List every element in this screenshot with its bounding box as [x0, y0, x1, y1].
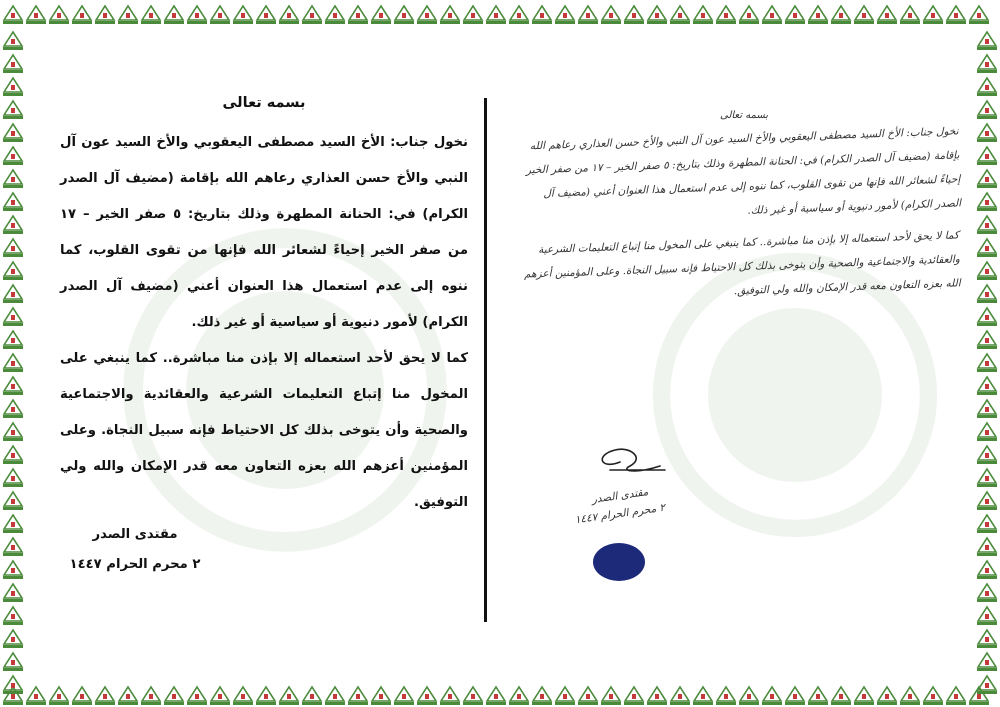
border-motif	[923, 6, 943, 24]
border-motif	[141, 687, 161, 705]
signature	[590, 440, 670, 480]
border-motif	[72, 687, 92, 705]
border-motif	[256, 6, 276, 24]
border-motif	[647, 687, 667, 705]
border-motif	[977, 354, 997, 372]
border-motif	[831, 6, 851, 24]
border-motif	[977, 446, 997, 464]
border-motif	[854, 6, 874, 24]
border-motif	[187, 687, 207, 705]
border-motif	[279, 687, 299, 705]
border-motif	[394, 6, 414, 24]
border-motif	[394, 687, 414, 705]
border-motif	[141, 6, 161, 24]
border-motif	[187, 6, 207, 24]
border-motif	[900, 6, 920, 24]
border-motif	[693, 6, 713, 24]
border-motif	[26, 6, 46, 24]
border-motif	[977, 630, 997, 648]
border-motif	[26, 687, 46, 705]
border-motif	[693, 687, 713, 705]
border-motif	[739, 687, 759, 705]
border-motif	[49, 687, 69, 705]
border-motif	[348, 687, 368, 705]
border-motif	[3, 469, 23, 487]
border-motif	[509, 6, 529, 24]
border-motif	[463, 6, 483, 24]
typed-signoff	[60, 520, 210, 580]
border-motif	[578, 6, 598, 24]
border-motif	[3, 331, 23, 349]
typed-signoff-name: مقتدى الصدر	[92, 527, 178, 542]
border-motif	[417, 687, 437, 705]
border-motif	[3, 630, 23, 648]
border-motif	[3, 32, 23, 50]
border-motif	[977, 262, 997, 280]
typed-paragraph-instructions: كما لا يحق لأحد استعماله إلا بإذن منا مباشرة.. كما ينبغي على المخول منا إتباع التعليمات الشرعية والعقائدية والاجتماعية والصحية وأن يتوخى بذلك كل الاحتياط فإنه سبيل النجاة. وعلى المؤمنين أعزهم الله بعزه التعاون معه قدر الإمكان والله ولي التوفيق.	[60, 351, 468, 510]
border-motif	[601, 6, 621, 24]
border-motif	[785, 687, 805, 705]
border-motif	[95, 687, 115, 705]
border-motif	[3, 354, 23, 372]
border-motif	[739, 6, 759, 24]
border-motif	[3, 285, 23, 303]
border-motif	[977, 101, 997, 119]
border-motif	[977, 285, 997, 303]
border-motif	[555, 687, 575, 705]
border-motif	[977, 469, 997, 487]
border-motif	[977, 308, 997, 326]
border-motif	[716, 687, 736, 705]
border-motif	[348, 6, 368, 24]
border-left	[0, 0, 26, 707]
border-motif	[3, 515, 23, 533]
border-motif	[647, 6, 667, 24]
border-motif	[3, 676, 23, 694]
border-motif	[3, 400, 23, 418]
handwritten-signoff-name: مقتدى الصدر	[590, 486, 650, 506]
border-motif	[785, 6, 805, 24]
handwritten-heading: بسمه تعالى	[720, 110, 769, 121]
border-motif	[977, 377, 997, 395]
border-motif	[233, 687, 253, 705]
border-bottom	[0, 681, 1000, 707]
border-motif	[3, 193, 23, 211]
border-motif	[977, 170, 997, 188]
border-motif	[977, 147, 997, 165]
border-motif	[3, 55, 23, 73]
border-motif	[977, 423, 997, 441]
border-motif	[3, 607, 23, 625]
typed-letter	[60, 95, 468, 521]
border-motif	[440, 687, 460, 705]
border-motif	[3, 239, 23, 257]
border-motif	[486, 687, 506, 705]
border-motif	[977, 239, 997, 257]
border-motif	[3, 538, 23, 556]
border-motif	[854, 687, 874, 705]
border-motif	[118, 687, 138, 705]
border-motif	[532, 6, 552, 24]
border-motif	[302, 687, 322, 705]
border-motif	[762, 687, 782, 705]
border-motif	[164, 687, 184, 705]
typed-signoff-date: ٢ محرم الحرام ١٤٤٧	[69, 557, 201, 572]
border-motif	[762, 6, 782, 24]
border-motif	[946, 6, 966, 24]
border-motif	[256, 687, 276, 705]
border-motif	[210, 6, 230, 24]
border-motif	[831, 687, 851, 705]
handwritten-signoff-date: ٢ محرم الحرام ١٤٤٧	[574, 501, 666, 527]
border-motif	[164, 6, 184, 24]
handwritten-letter	[520, 110, 960, 303]
border-motif	[325, 687, 345, 705]
border-motif	[716, 6, 736, 24]
border-motif	[977, 78, 997, 96]
border-motif	[302, 6, 322, 24]
border-motif	[946, 687, 966, 705]
border-motif	[72, 6, 92, 24]
border-motif	[977, 331, 997, 349]
border-motif	[3, 561, 23, 579]
handwritten-signoff	[565, 486, 675, 527]
border-top	[0, 0, 1000, 26]
border-motif	[900, 687, 920, 705]
border-motif	[977, 653, 997, 671]
border-motif	[3, 377, 23, 395]
border-motif	[486, 6, 506, 24]
border-motif	[279, 6, 299, 24]
border-motif	[3, 262, 23, 280]
border-motif	[624, 6, 644, 24]
border-motif	[3, 653, 23, 671]
border-motif	[923, 687, 943, 705]
border-motif	[877, 687, 897, 705]
border-motif	[210, 687, 230, 705]
border-motif	[3, 308, 23, 326]
border-motif	[977, 193, 997, 211]
border-motif	[371, 687, 391, 705]
border-motif	[977, 561, 997, 579]
border-motif	[3, 584, 23, 602]
border-motif	[3, 170, 23, 188]
border-motif	[977, 32, 997, 50]
border-motif	[808, 6, 828, 24]
border-motif	[877, 6, 897, 24]
column-divider	[484, 98, 487, 622]
border-motif	[3, 492, 23, 510]
border-motif	[3, 446, 23, 464]
border-motif	[532, 687, 552, 705]
border-motif	[578, 687, 598, 705]
border-motif	[977, 676, 997, 694]
border-motif	[3, 124, 23, 142]
border-motif	[977, 55, 997, 73]
border-motif	[977, 607, 997, 625]
border-motif	[440, 6, 460, 24]
border-motif	[463, 687, 483, 705]
border-motif	[977, 400, 997, 418]
typed-heading: بسمه تعالى	[222, 95, 306, 111]
border-motif	[555, 6, 575, 24]
border-motif	[624, 687, 644, 705]
border-motif	[3, 216, 23, 234]
border-motif	[3, 101, 23, 119]
border-motif	[325, 6, 345, 24]
border-motif	[601, 687, 621, 705]
typed-paragraph-authorization: نخول جناب: الأخ السيد مصطفى اليعقوبي والأخ السيد عون آل النبي والأخ حسن العذاري رعاهم الله بإقامة (مضيف آل الصدر الكرام) في: الحنانة المطهرة وذلك بتاريخ: ٥ صفر الخير – ١٧ من صفر الخير إحياءً لشعائر الله فإنها من تقوى القلوب، كما ننوه إلى عدم استعمال هذا العنوان أعني (مضيف آل الصدر الكرام) لأمور دنيوية أو سياسية أو غير ذلك.	[60, 135, 468, 330]
border-motif	[233, 6, 253, 24]
border-motif	[417, 6, 437, 24]
border-motif	[371, 6, 391, 24]
border-motif	[49, 6, 69, 24]
border-motif	[3, 78, 23, 96]
handwritten-paragraph-authorization: نخول جناب: الأخ السيد مصطفى اليعقوبي والأخ السيد عون آل النبي والأخ حسن العذاري رعاهم الله بإقامة (مضيف آل الصدر الكرام) في: الحنانة المطهرة وذلك بتاريخ: ٥ صفر الخير – ١٧ من صفر الخير إحياءً لشعائر الله فإنها من تقوى القلوب، كما ننوه إلى عدم استعمال هذا العنوان أعني (مضيف آل الصدر الكرام) لأمور دنيوية أو سياسية أو غير ذلك.	[525, 125, 962, 217]
border-right	[974, 0, 1000, 707]
border-motif	[509, 687, 529, 705]
border-motif	[977, 584, 997, 602]
border-motif	[670, 6, 690, 24]
border-motif	[3, 423, 23, 441]
border-motif	[95, 6, 115, 24]
handwritten-paragraph-instructions: كما لا يحق لأحد استعماله إلا بإذن منا مباشرة.. كما ينبغي على المخول منا إتباع التعليمات الشرعية والعقائدية والاجتماعية والصحية وأن يتوخى بذلك كل الاحتياط فإنه سبيل النجاة. وعلى المؤمنين أعزهم الله بعزه التعاون معه قدر الإمكان والله ولي التوفيق.	[523, 229, 961, 298]
ink-seal	[593, 543, 645, 581]
border-motif	[3, 147, 23, 165]
border-motif	[977, 492, 997, 510]
border-motif	[977, 216, 997, 234]
border-motif	[977, 538, 997, 556]
border-motif	[118, 6, 138, 24]
border-motif	[670, 687, 690, 705]
border-motif	[977, 515, 997, 533]
border-motif	[977, 124, 997, 142]
border-motif	[808, 687, 828, 705]
